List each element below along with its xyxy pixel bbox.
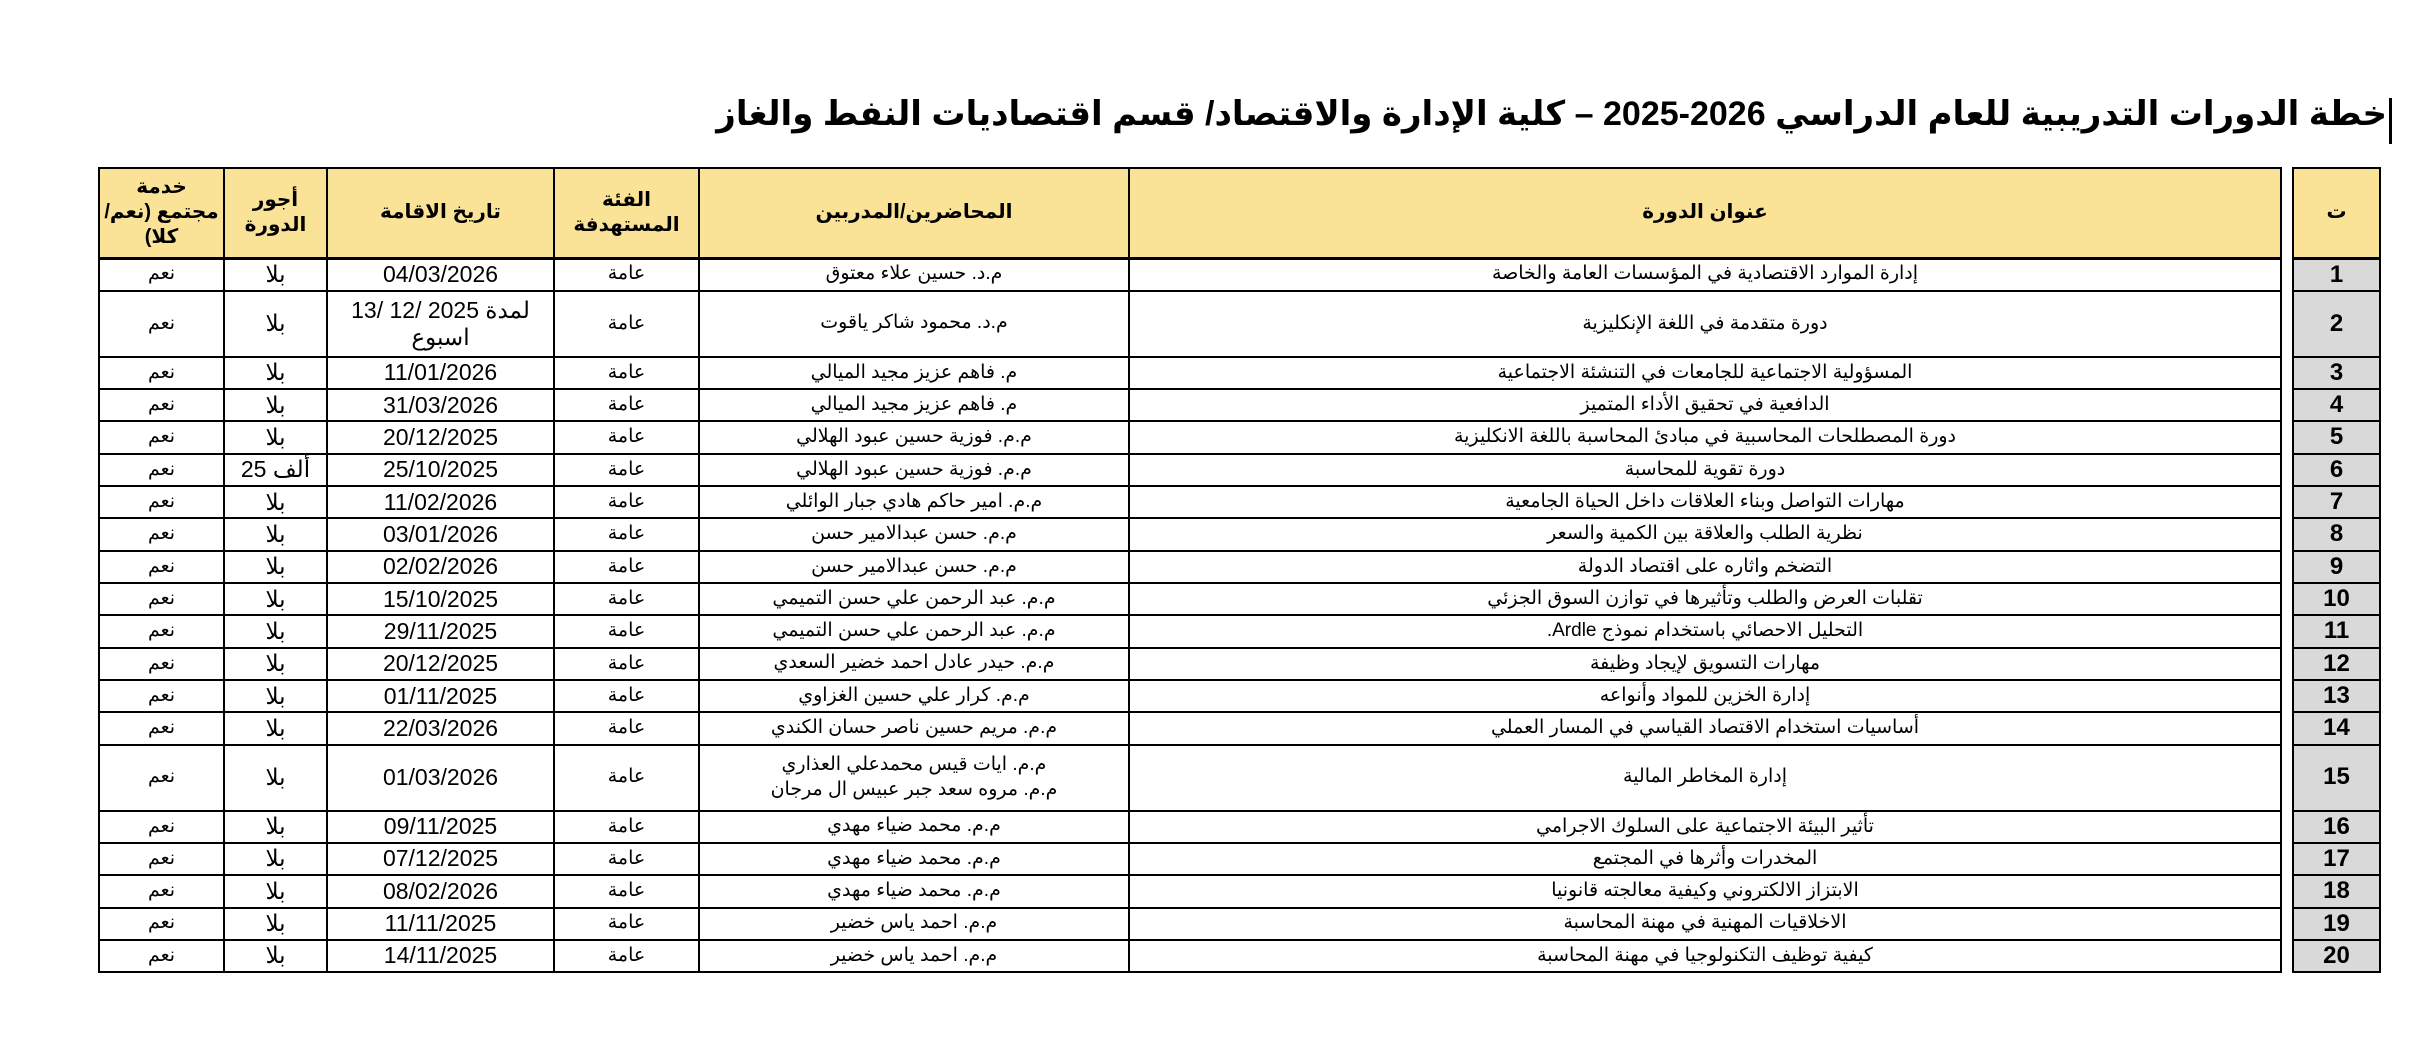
cell-category: عامة — [554, 875, 699, 907]
cell-course-title: أساسيات استخدام الاقتصاد القياسي في المسار العملي — [1129, 712, 2281, 744]
cell-fee: 25 ألف — [224, 454, 327, 486]
lecturer-line: م.د. محمود شاكر ياقوت — [820, 312, 1008, 334]
table-row — [99, 258, 2380, 291]
header-community-service: خدمة مجتمع (نعم/كلا) — [99, 168, 224, 258]
cell-date: 11/02/2026 — [327, 486, 554, 518]
cell-course-title: مهارات التواصل وبناء العلاقات داخل الحياة الجامعية — [1129, 486, 2281, 518]
table-row — [99, 357, 2380, 389]
cell-lecturers — [699, 712, 1129, 744]
column-gap — [2281, 811, 2293, 843]
cell-category: عامة — [554, 486, 699, 518]
header-fee: أجور الدورة — [224, 168, 327, 258]
column-gap — [2281, 583, 2293, 615]
cell-community-service: نعم — [99, 421, 224, 453]
cell-community-service: نعم — [99, 908, 224, 940]
cell-date: 03/01/2026 — [327, 518, 554, 550]
cell-lecturers — [699, 908, 1129, 940]
cell-fee: بلا — [224, 745, 327, 811]
lecturer-line: م.م. حيدر عادل احمد خضير السعدي — [773, 652, 1055, 674]
cell-index: 3 — [2293, 357, 2380, 389]
table-row — [99, 680, 2380, 712]
cell-fee: بلا — [224, 258, 327, 291]
header-date: تاريخ الاقامة — [327, 168, 554, 258]
cell-community-service: نعم — [99, 518, 224, 550]
cell-category: عامة — [554, 615, 699, 647]
cell-index: 14 — [2293, 712, 2380, 744]
cell-index: 17 — [2293, 843, 2380, 875]
cell-community-service: نعم — [99, 486, 224, 518]
page-title: خطة الدورات التدريبية للعام الدراسي 2026-2025 – كلية الإدارة والاقتصاد/ قسم اقتصاديات النفط والغاز — [716, 95, 2387, 133]
cell-lecturers — [699, 389, 1129, 421]
lecturer-line: م.م. كرار علي حسين الغزاوي — [798, 684, 1030, 706]
cell-community-service: نعم — [99, 648, 224, 680]
cell-index: 20 — [2293, 940, 2380, 972]
column-gap — [2281, 648, 2293, 680]
table-row — [99, 615, 2380, 647]
cell-category: عامة — [554, 680, 699, 712]
cell-date: 15/10/2025 — [327, 583, 554, 615]
cell-lecturers — [699, 875, 1129, 907]
cell-course-title: إدارة الموارد الاقتصادية في المؤسسات العامة والخاصة — [1129, 258, 2281, 291]
cell-course-title: إدارة المخاطر المالية — [1129, 745, 2281, 811]
cell-index: 5 — [2293, 421, 2380, 453]
cell-fee: بلا — [224, 421, 327, 453]
cell-fee: بلا — [224, 389, 327, 421]
cell-date: 29/11/2025 — [327, 615, 554, 647]
table-row — [99, 389, 2380, 421]
cell-category: عامة — [554, 389, 699, 421]
header-index: ت — [2293, 168, 2380, 258]
cell-lecturers — [699, 518, 1129, 550]
lecturer-line: م.م. حسن عبدالامير حسن — [811, 555, 1017, 577]
lecturer-line: م.م. مريم حسين ناصر حسان الكندي — [770, 717, 1058, 739]
column-gap — [2281, 875, 2293, 907]
column-gap — [2281, 551, 2293, 583]
cell-index: 4 — [2293, 389, 2380, 421]
cell-category: عامة — [554, 258, 699, 291]
cell-fee: بلا — [224, 486, 327, 518]
cell-community-service: نعم — [99, 811, 224, 843]
cell-community-service: نعم — [99, 875, 224, 907]
cell-course-title: تأثير البيئة الاجتماعية على السلوك الاجرامي — [1129, 811, 2281, 843]
cell-category: عامة — [554, 811, 699, 843]
lecturer-line: م.م. ايات قيس محمدعلي العذاري — [781, 753, 1047, 775]
cell-category: عامة — [554, 454, 699, 486]
table-body — [99, 258, 2380, 972]
lecturer-line: م.د. حسين علاء معتوق — [825, 263, 1003, 285]
cell-fee: بلا — [224, 583, 327, 615]
cell-community-service: نعم — [99, 940, 224, 972]
column-gap — [2281, 940, 2293, 972]
cell-community-service: نعم — [99, 583, 224, 615]
cell-lecturers — [699, 454, 1129, 486]
cell-community-service: نعم — [99, 454, 224, 486]
courses-table — [98, 167, 2381, 973]
cell-fee: بلا — [224, 680, 327, 712]
cell-category: عامة — [554, 712, 699, 744]
table-row — [99, 712, 2380, 744]
cell-course-title: التحليل الاحصائي باستخدام نموذج Ardle. — [1129, 615, 2281, 647]
lecturer-line: م.م. امير حاكم هادي جبار الوائلي — [785, 490, 1043, 512]
lecturer-line: م.م. احمد ياس خضير — [830, 944, 998, 966]
cell-lecturers — [699, 843, 1129, 875]
lecturer-line: م.م. حسن عبدالامير حسن — [811, 523, 1017, 545]
cell-date: 04/03/2026 — [327, 258, 554, 291]
cell-date: 11/11/2025 — [327, 908, 554, 940]
header-category: الفئة المستهدفة — [554, 168, 699, 258]
cell-index: 12 — [2293, 648, 2380, 680]
table-row — [99, 454, 2380, 486]
cell-lecturers — [699, 551, 1129, 583]
cell-date: 08/02/2026 — [327, 875, 554, 907]
table-row — [99, 940, 2380, 972]
cell-lecturers — [699, 258, 1129, 291]
cell-lecturers — [699, 291, 1129, 357]
cell-date: 02/02/2026 — [327, 551, 554, 583]
table-row — [99, 875, 2380, 907]
cell-category: عامة — [554, 518, 699, 550]
cell-fee: بلا — [224, 648, 327, 680]
cell-category: عامة — [554, 648, 699, 680]
cell-category: عامة — [554, 940, 699, 972]
cell-lecturers — [699, 583, 1129, 615]
cell-date: 01/11/2025 — [327, 680, 554, 712]
column-gap — [2281, 615, 2293, 647]
cell-index: 10 — [2293, 583, 2380, 615]
cell-lecturers — [699, 615, 1129, 647]
cell-course-title: الابتزاز الالكتروني وكيفية معالجته قانونيا — [1129, 875, 2281, 907]
cell-course-title: إدارة الخزين للمواد وأنواعه — [1129, 680, 2281, 712]
column-gap — [2281, 258, 2293, 291]
column-gap — [2281, 518, 2293, 550]
column-gap — [2281, 168, 2293, 258]
lecturer-line: م. فاهم عزيز مجيد الميالي — [810, 393, 1018, 415]
lecturer-line: م.م. محمد ضياء مهدي — [827, 815, 1001, 837]
cell-date: 14/11/2025 — [327, 940, 554, 972]
cell-fee: بلا — [224, 551, 327, 583]
cell-course-title: الدافعية في تحقيق الأداء المتميز — [1129, 389, 2281, 421]
table-row — [99, 551, 2380, 583]
cell-fee: بلا — [224, 712, 327, 744]
header-row — [99, 168, 2380, 258]
cell-community-service: نعم — [99, 680, 224, 712]
cell-category: عامة — [554, 421, 699, 453]
cell-category: عامة — [554, 908, 699, 940]
cell-fee: بلا — [224, 615, 327, 647]
cell-date: 01/03/2026 — [327, 745, 554, 811]
cell-fee: بلا — [224, 843, 327, 875]
table-row — [99, 648, 2380, 680]
cell-date: 25/10/2025 — [327, 454, 554, 486]
cell-lecturers — [699, 357, 1129, 389]
column-gap — [2281, 389, 2293, 421]
column-gap — [2281, 357, 2293, 389]
cell-community-service: نعم — [99, 357, 224, 389]
table-row — [99, 745, 2380, 811]
column-gap — [2281, 745, 2293, 811]
cell-course-title: المخدرات وأثرها في المجتمع — [1129, 843, 2281, 875]
cell-course-title: كيفية توظيف التكنولوجيا في مهنة المحاسبة — [1129, 940, 2281, 972]
cell-date: 11/01/2026 — [327, 357, 554, 389]
cell-lecturers — [699, 648, 1129, 680]
cell-community-service: نعم — [99, 843, 224, 875]
column-gap — [2281, 908, 2293, 940]
lecturer-line: م.م. محمد ضياء مهدي — [827, 847, 1001, 869]
cell-date: 31/03/2026 — [327, 389, 554, 421]
lecturer-line: م.م. عبد الرحمن علي حسن التميمي — [772, 587, 1056, 609]
cell-fee: بلا — [224, 357, 327, 389]
cell-lecturers — [699, 745, 1129, 811]
cell-date: 07/12/2025 — [327, 843, 554, 875]
cell-index: 13 — [2293, 680, 2380, 712]
cell-course-title: دورة تقوية للمحاسبة — [1129, 454, 2281, 486]
cell-community-service: نعم — [99, 389, 224, 421]
table-row — [99, 583, 2380, 615]
cell-date: 22/03/2026 — [327, 712, 554, 744]
column-gap — [2281, 712, 2293, 744]
cell-course-title: مهارات التسويق لإيجاد وظيفة — [1129, 648, 2281, 680]
cell-category: عامة — [554, 745, 699, 811]
cell-index: 9 — [2293, 551, 2380, 583]
cell-course-title: تقلبات العرض والطلب وتأثيرها في توازن السوق الجزئي — [1129, 583, 2281, 615]
cell-community-service: نعم — [99, 615, 224, 647]
table-row — [99, 421, 2380, 453]
table-row — [99, 291, 2380, 357]
cell-date: 20/12/2025 — [327, 648, 554, 680]
cell-community-service: نعم — [99, 712, 224, 744]
column-gap — [2281, 680, 2293, 712]
cell-category: عامة — [554, 357, 699, 389]
cell-course-title: نظرية الطلب والعلاقة بين الكمية والسعر — [1129, 518, 2281, 550]
cell-index: 11 — [2293, 615, 2380, 647]
cell-community-service: نعم — [99, 745, 224, 811]
column-gap — [2281, 291, 2293, 357]
cell-course-title: الاخلاقيات المهنية في مهنة المحاسبة — [1129, 908, 2281, 940]
cell-course-title: دورة المصطلحات المحاسبية في مبادئ المحاسبة باللغة الانكليزية — [1129, 421, 2281, 453]
cell-date: 13/ 12/ 2025 لمدة اسبوع — [327, 291, 554, 357]
lecturer-line: م.م. فوزية حسين عبود الهلالي — [796, 426, 1032, 448]
cell-lecturers — [699, 940, 1129, 972]
cell-index: 15 — [2293, 745, 2380, 811]
cell-fee: بلا — [224, 940, 327, 972]
header-lecturers: المحاضرين/المدربين — [699, 168, 1129, 258]
cell-index: 8 — [2293, 518, 2380, 550]
table-row — [99, 908, 2380, 940]
column-gap — [2281, 486, 2293, 518]
lecturer-line: م.م. محمد ضياء مهدي — [827, 880, 1001, 901]
cell-fee: بلا — [224, 518, 327, 550]
column-gap — [2281, 421, 2293, 453]
cell-fee: بلا — [224, 291, 327, 357]
cell-index: 18 — [2293, 875, 2380, 907]
cell-category: عامة — [554, 291, 699, 357]
lecturer-line: م. فاهم عزيز مجيد الميالي — [810, 361, 1018, 383]
cell-date: 09/11/2025 — [327, 811, 554, 843]
cell-index: 1 — [2293, 258, 2380, 291]
column-gap — [2281, 843, 2293, 875]
cell-category: عامة — [554, 583, 699, 615]
cell-lecturers — [699, 811, 1129, 843]
lecturer-line: م.م. فوزية حسين عبود الهلالي — [796, 458, 1032, 480]
cell-date: 20/12/2025 — [327, 421, 554, 453]
cell-community-service: نعم — [99, 258, 224, 291]
lecturer-line: م.م. عبد الرحمن علي حسن التميمي — [772, 620, 1056, 642]
cell-community-service: نعم — [99, 551, 224, 583]
cell-fee: بلا — [224, 908, 327, 940]
lecturer-line: م.م. مروه سعد جبر عبيس ال مرجان — [770, 778, 1058, 800]
cell-fee: بلا — [224, 875, 327, 907]
cell-category: عامة — [554, 843, 699, 875]
cell-index: 16 — [2293, 811, 2380, 843]
cell-course-title: التضخم واثاره على اقتصاد الدولة — [1129, 551, 2281, 583]
text-cursor — [2389, 98, 2392, 144]
table-row — [99, 486, 2380, 518]
cell-fee: بلا — [224, 811, 327, 843]
cell-category: عامة — [554, 551, 699, 583]
cell-lecturers — [699, 421, 1129, 453]
cell-community-service: نعم — [99, 291, 224, 357]
cell-course-title: المسؤولية الاجتماعية للجامعات في التنشئة الاجتماعية — [1129, 357, 2281, 389]
lecturer-line: م.م. احمد ياس خضير — [830, 912, 998, 934]
cell-index: 6 — [2293, 454, 2380, 486]
cell-index: 19 — [2293, 908, 2380, 940]
table-row — [99, 843, 2380, 875]
table-row — [99, 518, 2380, 550]
header-course-title: عنوان الدورة — [1129, 168, 2281, 258]
cell-index: 2 — [2293, 291, 2380, 357]
cell-lecturers — [699, 680, 1129, 712]
cell-course-title: دورة متقدمة في اللغة الإنكليزية — [1129, 291, 2281, 357]
cell-lecturers — [699, 486, 1129, 518]
column-gap — [2281, 454, 2293, 486]
table-row — [99, 811, 2380, 843]
cell-index: 7 — [2293, 486, 2380, 518]
